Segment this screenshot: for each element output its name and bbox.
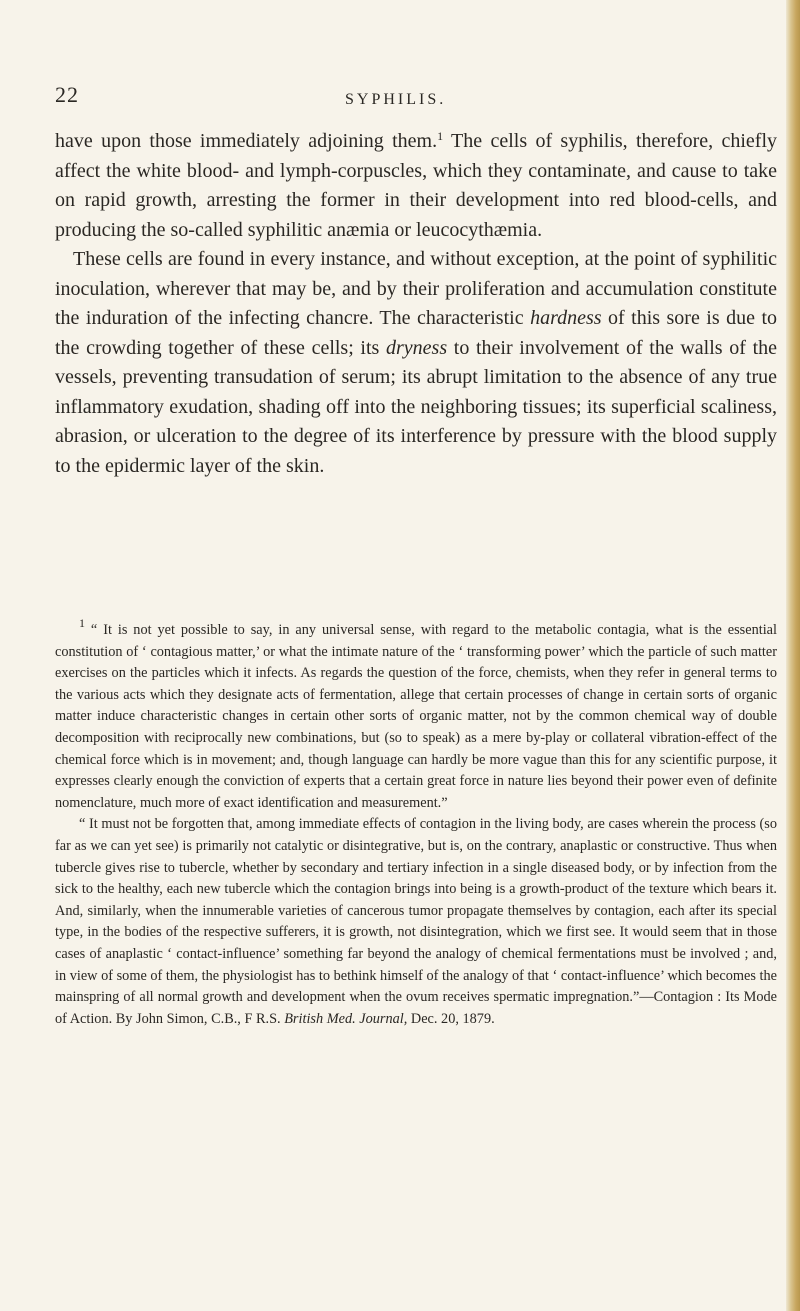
- footnote-1-continued: [55, 814, 777, 1030]
- paragraph-1: [55, 127, 777, 245]
- paragraph-2-text-a: These cells are found in every instance, and without exception, at the point of syphilitic inoculation, wherever that may be, and by their proliferation and accumulation constitute the induration of the infecting chancre. The characteristic: [55, 248, 777, 329]
- footnote-reference: 1: [437, 129, 444, 143]
- running-title: SYPHILIS.: [345, 91, 447, 108]
- paragraph-2-text-b: of this sore is due to the crowding together of these cells; its: [55, 307, 778, 359]
- paragraph-1-text-a: have upon those immediately adjoining them.: [55, 130, 438, 152]
- paragraph-2: [55, 245, 777, 481]
- journal-citation: British Med. Journal,: [284, 1010, 408, 1027]
- emphasis-dryness: dryness: [386, 336, 448, 359]
- book-spine-edge: [786, 0, 800, 1311]
- paragraph-1-text-b: The cells of syphilis, therefore, chiefly affect the white blood- and lymph-corpuscles, which they contaminate, and cause to take on rapid growth, arresting the former in their development into red blood-cells, and producing the so-called syphilitic anæmia or leucocythæmia.: [55, 130, 777, 241]
- footnote-marker: 1: [79, 616, 85, 630]
- paragraph-2-text-c: to their involvement of the walls of the vessels, preventing transudation of serum; its abrupt limitation to the absence of any true inflammatory exudation, shading off into the neighboring tissues; its superficial scaliness, abrasion, or ulceration to the degree of its interference by pressure with the blood supply to the epidermic layer of the skin.: [55, 336, 778, 477]
- footnote-1: [55, 616, 777, 814]
- footnotes: [55, 616, 777, 1030]
- footnote-1-text: “ It is not yet possible to say, in any universal sense, with regard to the metabolic contagia, what is the essential constitution of ‘ contagious matter,’ or what the intimate nature of the ‘ transforming power’ which the particle of such matter exercises on the particles which it infects. As regards the question of the force, chemists, when they refer in general terms to the various acts which they designate acts of fermentation, allege that certain processes of change in certain sorts of organic matter induce characteristic changes in certain other sorts of organic matter, not by the common chemical way of double decomposition with reciprocally new combinations, but (so to speak) as a mere by-play or collateral vibration-effect of the chemical force which is in movement; and, though language can hardly be more vague than this for any scientific purpose, it expresses clearly enough the conviction of experts that a certain great force in nature lies beyond their power even of definite nomenclature, much more of exact identification and measurement.”: [55, 622, 777, 811]
- main-text: [55, 127, 777, 481]
- page-number: 22: [55, 82, 79, 107]
- emphasis-hardness: hardness: [530, 307, 602, 329]
- footnote-2-text-a: “ It must not be forgotten that, among immediate effects of contagion in the living body, are cases wherein the process (so far as we can yet see) is primarily not catalytic or disintegrative, but is, on the contrary, anaplastic or constructive. Thus when tubercle gives rise to tubercle, whether by secondary and tertiary infection in a single diseased body, or by infection from the sick to the healthy, each new tubercle which the contagion brings into being is a growth-product of the texture which bears it. And, similarly, when the innumerable varieties of cancerous tumor propagate themselves by contagion, each after its special type, in the bodies of the respective sufferers, it is growth, not disintegration, which we first see. It would seem that in those cases of anaplastic ‘ contact-influence’ something far beyond the analogy of chemical fermentations must be involved ; and, in view of some of them, the physiologist has to bethink himself of the analogy of that ‘ contact-influence’ which becomes the mainspring of all normal growth and development when the ovum receives spermatic impregnation.”—Contagion : Its Mode of Action. By John Simon, C.B., F R.S.: [55, 816, 777, 1027]
- footnote-2-text-b: Dec. 20, 1879.: [407, 1010, 495, 1027]
